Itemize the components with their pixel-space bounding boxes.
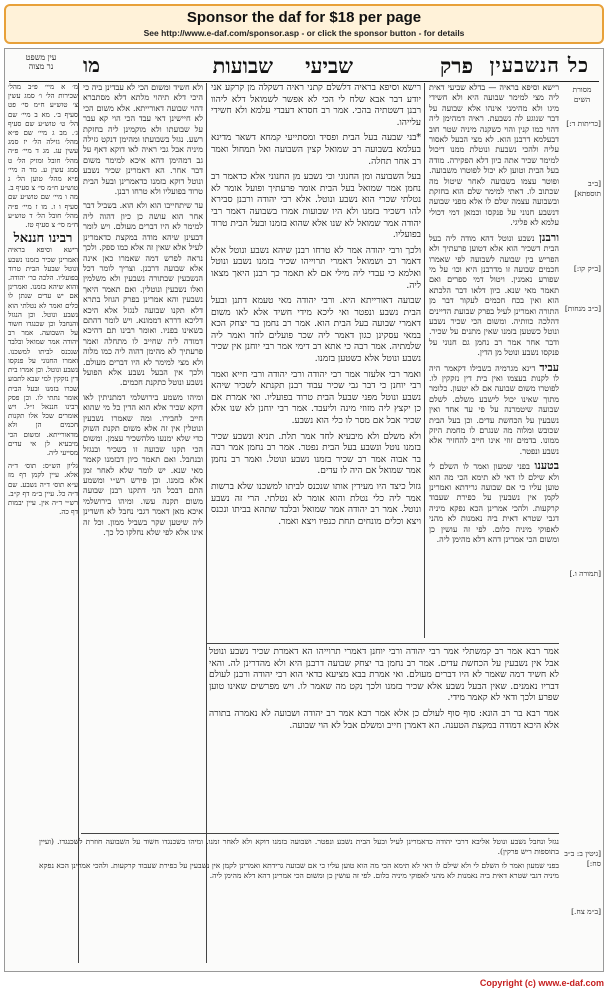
gemara-bottom-paragraph: אמר רבא בר רב הונא: סוף סוף לעולם כן אלא אמר רבא אמר רב יהודה ושבועה לא נאמרה בתורה אלא היכא דמודה במקצת הטענה. הא דאמרן חייב ומשלם אבל לא הוי שבועה. [209, 708, 559, 731]
gemara-paragraph: רישא וסיפא בראיה דלשלם קתני ראיה דשקלה מן קרקע אני יודע דבר אבא שלח לי הכי לא אפשר לשמואל דלא ליהוו רבנן דשטתיה בהכי. אמר רב חסדא דעבדי עלמא ולא חשידי עלייהו. [211, 83, 421, 128]
eyn-mishpat-column [8, 83, 78, 963]
tosafot-low-text: ומיהו משמע בירושלמי דמתניתין לאו דוקא שכיר אלא הוא הדין כל מי שהוא חייב לחבירו. ומה שאמרו נשבעין ונוטלין אין זה אלא משום תקנת השוק כדי שלא ימנעו מלהשכיר עצמן. ומשום הכי תקנו שבועה זו בשכיר ובנגזל ובנחבל. ואם תאמר כיון דבזמנו קאמר מאי שנא. יש לומר שלא לאחר זמן אלא בזמנו. וכן פירש רש״י ומשמע התם דבכל הני דתקנו רבנן שבועה משום תקנה עשו. ומיהו בירושלמי איכא מאן דאמר דגבי נחבל לא חשדינן ליה שיטען שקר בשביל ממון. וכל זה אינו אלא לפי שלא נחלקו כל כך. [83, 392, 203, 538]
side-note-2: [ב״ב תוספתא] [574, 179, 601, 198]
footer-notes [39, 837, 559, 965]
gemara-paragraph: *בני שבעה בעל הבית ופסיד ומסתייעי קמחא דשאר מדינא בעלמא בשבועה רב שמואל קצין השבועה ואל תמחול ואמר רב אחר תחלה. [211, 133, 421, 167]
side-note-1: [כריתות ד:] [566, 119, 601, 128]
gemara-paragraph: ואמר רבי אלעזר אמר רבי יהודה ורבי יהודה ורבי חייא ואמר רבי יוחנן כי דבר גבי שכיר עבוד רבנן תקנתא לשכיר שיהא נשבע ונוטל מפני שבעל הבית טרוד בפועליו. ואי אמרת אם כן יקצץ ליה מזוזי מינה וליעבד. אמר רבי יוחנן לא שנו אלא שכיר אבל אם מסר לו כלי הוא נשבע. [211, 369, 421, 427]
gemara-paragraph: שבועה דאורייתא היא. ורבי יהודה מאי טעמא דתנן ובעל הבית נשבע ונפטר ואי ליכא מידי חשיד אלא לאו משום דאמרי שבועה בעל הבית הוא. אמר רב נחמן בר יצחק הכא במאי עסקינן כגון דאמר ליה שכר פועלים לחד ואמר ליה שלמתיה. אמר רבה כי אתא רב דימי אמר רבי יוחנן אין שכיר נשבע ונוטל אלא כשטען בזמנו. [211, 296, 421, 365]
rashi-column [429, 83, 559, 638]
side-note-3: [ב״ק קו:] [573, 264, 601, 273]
gemara-continuation-rule [207, 643, 559, 644]
rashi-dibur-3: בטענו [534, 459, 559, 473]
column-divider-right [424, 83, 425, 638]
page-header [5, 51, 603, 81]
footer-note-text: נגזל ונחבל נשבע ונוטל אליבא דרבי יהודה כדאמרינן לעיל ובעל הבית נשבע ונפטר. ושבועה בזמנו דוקא ולא לאחר זמנו. ומיהו בשכנגדו חשוד על השבועה חוזרת לשכנגדו. (ועיין בתוספות ריש פרקין). [39, 837, 559, 856]
column-divider-outer [78, 83, 79, 963]
side-note-4: [כ״ב מנחות] [564, 304, 601, 313]
header-chapter-name: כל הנשבעין [489, 53, 589, 77]
header-chapter-number: שביעי [305, 53, 353, 78]
side-note-7: [ב״מ צח.] [571, 907, 601, 916]
rashi-mid-text: נשבע ונוטל דהא מודה ליה בעל הבית דשכיר הוא אלא דטוען פרעתיך ולא הפריש בין שבועה לשבועה לפי שאמרו חכמים שבועה זו מדרבנן היא וכו׳ על מי שפורע נאמנין. ויטול דמי ספרים ואם תאמר מאי שנא. כיון דלאו דבר הלכתא הוא ואין בכח חכמים לעקור דבר מן התורה ואמרינן לעיל בפרק שבועת הדיינים דהלכה כוותיה. ומשום הכי שכיר נשבע ונוטל כשטען בזמנו שאין מתנים על שכיר. ודבר אחר אמר רב נחמן גם חנוני על פנקסו נשבע ונוטל מן הדין. [429, 233, 559, 358]
masoret-hashas-label: מסורת השים [572, 85, 592, 104]
header-daf-number: מו [83, 53, 100, 77]
rashi-low-text: בפני שמעון ואמר לו השלם לי ולא שילם לו דאי לא תימא הכי מה הוא טוען עליו כי אם שבועה גרידתא ואמרינן לקמן אין נשבעין על כפירת שעבוד קרקעות. ולהכי אמרינן הכא נפקא מיניה דגבי שטרא דאית ביה נאמנות לא מהני לאפוקי מיניה כלום. לפי זה עושין כן ומשום הכי אמרינן דהא דלא מהימן ליה. [429, 462, 559, 545]
gemara-paragraph: בעל השבועה ומן החנוני וכי נשבע מן החנוני אלא כדאמר רב נחמן אמר שמואל בעל הבית אומר פרעתיך ופועל אומר לא נטלתי שכרי הוא נשבע ונוטל. אלא רבי יהודה ורבנן סבירא להו דשכיר בזמנו ולא היו שבועות אמרו בשבועה דאמר רבי יהודה אמר שמואל לא שנו אלא שהוא בזמנו ובעל הבית טרוד בפועליו. [211, 172, 421, 241]
side-note-6: [גיטין ב: ב״ב סח:] [564, 849, 601, 868]
gilyon-hashas-text: גליון הש״ס: תוס׳ ד״ה אלא. עיין לקמן דף מז ע״א תוס׳ ד״ה נשבע. שם ד״ה כל. עיין ב״מ דף ק״ב. רש״י ד״ה אין. עיין יבמות דף כה. [8, 462, 78, 517]
rashi-mid-text-2: דינא מגרמיה בשבילו דקאמר היה לו לקנות בעצמו ואין בית דין נזקקין לו. לפוטרו משום שבועה אם לא יטעון. כלומר מתוך שאינו יכול לישבע משלם. לשלם שבועה שיטמרנה על פי עד אחד ואין נשבעין על הכחשת עדים. וכן בעל הבית שכובש ומלוה מה שנגרם לו מחמת היזק ממונו. בדמים זוזי אינו חייב להחזיר אלא נשבע ונפטר. [429, 363, 559, 456]
tosafot-mid-text: עד שיתחייבו הוא ולא הוא. בשביל דבר אחר הוא עושה כן כיון דהוה ליה למימר לא היו דברים מעולם. ויש לומר דבעינן שיהא מודה במקצת כדאמרינן לעיל אלא שאין זה אלא כמו ספק. ולכך נראה לפרש דמה שאמרו כאן אינה אלא שבועה דרבנן. וצריך לומר דכל הנשבעין שבתורה נשבעין ולא משלמין ואלו נשבעין ונוטלין. ואם תאמר היאך נשבעין והא אמרינן בפרק הגוזל בתרא דלא תקנו שבועה לנגזל אלא היכא דליכא דררא דממונא. ויש לומר דהתם בשאינו בפניו. ואומר רבינו תם דהיכא דמודה ליה שחייב לו מתחלה ואמר פרעתיך לא מהימן דהוה ליה כמו מלוה ולא מצי למימר לא היו דברים מעולם. ולכך אין הבעל נשבע אלא הפועל נשבע ונוטל כתקנת חכמים. [83, 201, 203, 388]
footer-rule [81, 833, 559, 834]
eyn-mishpat-text: מ׳ א מיי׳ פ״ב מהל׳ שכירות הל׳ ו׳ סמג עשין צ׳ טוש״ע ח״מ סי׳ פט סעיף ב׳. מא ב מיי׳ שם הל׳ ט׳ טוש״ע שם סעיף ג׳. מב ג מיי׳ שם פ״א מהל׳ גזילה הל׳ יז סמג עשין עג. מג ד מיי׳ פ״ה מהל׳ חובל ומזיק הל׳ ט סמג עשין ע. מד ה מיי׳ פ״א מהל׳ טוען הל׳ ג טוש״ע ח״מ סי׳ צ סעיף ב. מה ו מיי׳ שם טוש״ע שם סעיף ו ז. מו ז מיי׳ פ״ה מהל׳ חובל הל׳ ד טוש״ע ח״מ סי׳ צ סעיף טז. [8, 83, 78, 230]
gemara-bottom-paragraph: אמר רבא אמר רב קמשתלי אמר רבי יהודה ורבי יוחנן דאמרי תרוייהו הא דאמרת שכיר נשבע ונוטל אבל אין נשבעין על הכחשת עדים. אמר רב נחמן בר יצחק שבועה דרבנן היא ולא מהדרינן לה. והאי לא חשיד דמה שאמר לא היו דברים מעולם. ואי אמרת בבא מציעא כדאי הוא רבי יהודה ורבנן לעולם דבריו נאמנים. שאין הבעל נשבע אלא שכיר בזמנו ולכך נקט מה שאמר לו. ויש מפרשים שאינו טוען שפרע ולכך ודאי לא קאמר מידי. [209, 647, 559, 704]
gemara-paragraph: ולכך ורבי יהודה אמר לא טרחו רבנן שיהא נשבע ונוטל אלא דאמר רב ושמואל דאמרי תרוייהו שכיר בזמנו נשבע ונוטל ואלמא כי עבדי ליה מילי אם לא תאמר כך רבנן היאך מצאו ליה. [211, 245, 421, 291]
header-perek: פרק [440, 53, 473, 78]
rabbeinu-hananel-heading: רבינו חננאל [13, 231, 73, 247]
sponsor-subtitle: See http://www.e-daf.com/sponsor.asp - or click the sponsor button - for details [143, 28, 465, 38]
copyright-notice[interactable]: Copyright (c) www.e-daf.com [479, 978, 604, 988]
talmud-page [4, 48, 604, 972]
rashi-dibur-2: עביד [539, 360, 559, 374]
tosafot-top-text: ולא חשיד ומשום הכי לא עבדינן ביה כי היכי דלא תיהוי מלתא דלא מסתברא דהוי שבועה דאורייתא. אלא משום הכי לא חיישינן דאי עבד הכי הוי קא עבר על שבועתו ולא מוקמינן ליה בחזקת רשע. נגזל בשבועתו ומהימן דנקט גזילה מיניה אבל גבי ראיה לאו דוקא דאף על גב דמהימן דהא איכא למימר משום דבר אחר. הא דאמרינן שכיר נשבע ונוטל דוקא בזמנו כדאמרינן ובעל הבית טרוד בפועליו ולא טרחו רבנן. [83, 83, 203, 197]
rashi-top-text: רישא וסיפא בראיה — בדלא שביעי דאית ליה מצי למימר שבועה היא ולא חשידי מיגו ולא מהימני אינהו אלא שבועה על דבר שנוגע לה נשבעת. ראיה דמהימן ליה דהוי כמו קנין והוי כשקנה מיניה שטר חוב דבעלמא דרבנן הוא. לא מצי הבעל לאסור עליה ולהכי נשבעת ונוטלת ממנו דיכול למימר שכיר אתה כיון דלא הפקירה. מודה בעל הבית וטוען לא יכול לפוטרו משבועה. ופוטר עצמו בשבועה לאחר שיטול מה שכתוב לו. דאתי למימר שלם הוא בחזקת ובשבועה עצמה שלם לו אלא מפני שבועה דנשבע חנוני על פנקסו וכמאן דמי דכולי עלמא לא פליגי. [429, 83, 559, 228]
rabbeinu-hananel-text: רישא וסיפא בראיה ואמרינן שכיר בזמנו נשבע ונוטל שבעל הבית טרוד בפועליו. הלכה כר׳ יהודה. והוא שיהא בזמנו. ואמרינן אם יש עדים שנתן לו כלים ואמר לא נטלתי הוא נשבע ונוטל. וכן הנגזל והנחבל וכן שכנגדו חשוד על השבועה. אמר רב יהודה אמר שמואל ובלבד שנכנס לביתו למשכנו. ואמרו החנוני על פנקסו נשבע ונוטל. וכן אמרו בית דין נזקקין למי שבא לתבוע שכרו בזמנו ובעל הבית אומר נתתי לו. וכן פסק רבינו חננאל ז״ל. ויש אומרים שכל אלו תקנות חכמים הן ולא מדאורייתא. ומשום הכי מיבעיא לן אי עדים מסייעי ליה. [8, 246, 78, 457]
sponsor-banner[interactable] [4, 4, 604, 44]
gemara-bottom-column [209, 647, 559, 827]
footer-note-text-2: בפני שמעון ואמר לו השלם לי ולא שילם לו דאי לא תימא הכי מה הוא טוען עליו כי אם שבועה גרידתא ואמרינן לקמן אין נשבעין על כפירת שעבוד קרקעות. ולהכי אמרינן הכא נפקא מיניה דגבי שטרא דאית ביה נאמנות לא מהני לאפוקי מיניה כלום. לפי זה עושין כן ומשום הכי אמרינן דהא דלא מהימן ליה. [39, 861, 559, 880]
side-note-5: [תמורה ו.] [569, 569, 601, 578]
header-tractate: שבועות [212, 53, 273, 78]
header-rule [9, 81, 599, 82]
tosafot-column [83, 83, 203, 963]
sponsor-title: Sponsor the daf for $18 per page [186, 9, 422, 26]
gemara-paragraph: ולא משלם ולא מיבעיא לחד אמר תלת. תניא ונשבע שכיר בזמנו נוטל ונשבע בעל הבית נפטר. אמר רב נחמן אמר רבה בר אבוה אמר רב שכיר בזמנו נשבע ונוטל. ואמר רב נחמן אמר שמואל אם היה לו עדים. [211, 431, 421, 477]
gemara-column [211, 83, 421, 643]
rashi-dibur-1: ורבנן [539, 230, 559, 244]
gemara-paragraph: גזול כיצד היו מעידין אותו שנכנס לביתו למשכנו שלא ברשות אמר ליה כלי נטלת והוא אומר לא נטלתי. הרי זה נשבע ונוטל. אמר רב יהודה אמר שמואל ובלבד שתהא בביתו ונכנס ויצא וכלים מונחים תחת כנפיו ויצא ואמר. [211, 482, 421, 527]
column-divider-left [206, 83, 207, 963]
header-eyn-mishpat: עין משפט נר מצוה [25, 53, 57, 71]
